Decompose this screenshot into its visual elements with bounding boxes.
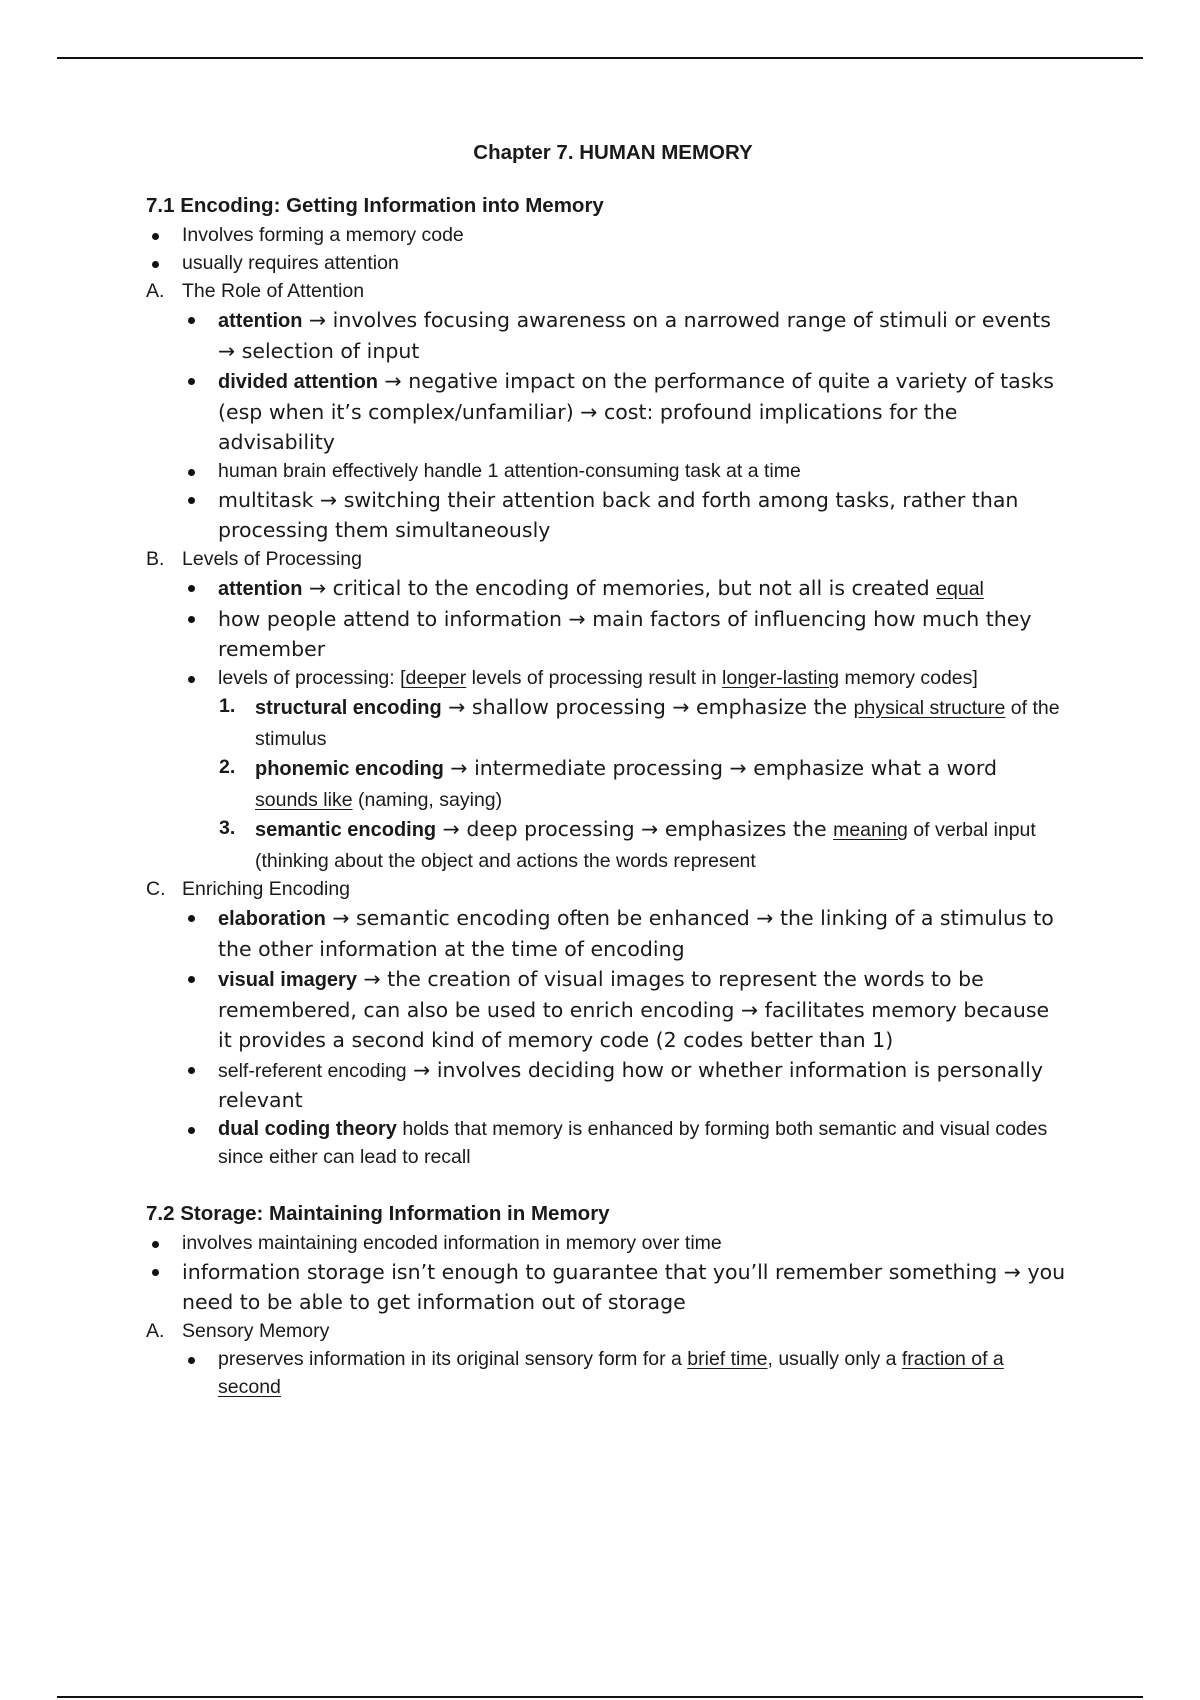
numbered-item <box>219 753 1066 814</box>
list-marker: C. <box>146 878 166 900</box>
numbered-list <box>146 692 1066 875</box>
subsection-c <box>146 875 1066 903</box>
item-text: → involves deciding how or whether information is personally relevant <box>218 1058 1043 1112</box>
item-text: self-referent encoding <box>218 1060 407 1082</box>
list-item: involves maintaining encoded information in memory over time <box>182 1229 1066 1257</box>
underlined-text: longer-lasting <box>722 667 840 689</box>
underlined-text: sounds like <box>255 789 353 811</box>
item-text: (naming, saying) <box>352 789 503 811</box>
bullet-list <box>146 1345 1066 1401</box>
alpha-list <box>146 277 1066 305</box>
item-text: of verbal input (thinking about the object and actions the words represent <box>255 819 1036 872</box>
list-item <box>218 366 1066 457</box>
item-text: → intermediate processing → emphasize what a word <box>443 756 997 780</box>
subsection-label: Sensory Memory <box>182 1320 330 1342</box>
subsection-b <box>146 545 1066 573</box>
item-text: of the stimulus <box>255 697 1060 750</box>
term: structural encoding <box>255 697 442 719</box>
item-text: holds that memory is enhanced by forming both semantic and visual codes since either can lead to recall <box>218 1118 1048 1168</box>
term: visual imagery <box>218 969 357 991</box>
item-text: memory codes] <box>839 667 978 689</box>
item-text: → semantic encoding often be enhanced → the linking of a stimulus to the other information at the time of encoding <box>218 906 1054 961</box>
list-marker: 2. <box>219 756 236 778</box>
item-text: → negative impact on the performance of quite a variety of tasks (esp when it’s complex/unfamiliar) → cost: profound implications for the advisability <box>218 369 1054 454</box>
underlined-text: equal <box>936 578 984 600</box>
list-marker: 3. <box>219 817 236 839</box>
term: attention <box>218 578 303 600</box>
subsection-label: The Role of Attention <box>182 280 365 302</box>
list-marker: 1. <box>219 695 236 717</box>
list-marker: A. <box>146 280 165 302</box>
bottom-rule <box>57 1696 1143 1698</box>
term: divided attention <box>218 371 378 393</box>
bullet-list <box>146 1229 1066 1317</box>
term: elaboration <box>218 908 326 930</box>
term: semantic encoding <box>255 819 437 841</box>
item-text: → critical to the encoding of memories, but not all is created <box>302 576 937 600</box>
list-item: human brain effectively handle 1 attention-consuming task at a time <box>218 457 1066 485</box>
item-text: → deep processing → emphasizes the <box>436 817 834 841</box>
numbered-item <box>219 692 1066 753</box>
list-item <box>218 305 1066 366</box>
term: attention <box>218 310 303 332</box>
list-marker: A. <box>146 1320 165 1342</box>
item-text: levels of processing result in <box>466 667 723 689</box>
section-heading: 7.1 Encoding: Getting Information into Memory <box>146 194 604 217</box>
bullet-list <box>146 903 1066 1171</box>
subsection-a <box>146 1317 1066 1345</box>
page-title: Chapter 7. HUMAN MEMORY <box>473 141 753 164</box>
underlined-text: physical structure <box>853 697 1006 719</box>
item-text: levels of processing: [ <box>218 667 406 689</box>
underlined-text: deeper <box>405 667 467 689</box>
item-text: preserves information in its original sensory form for a <box>218 1348 688 1370</box>
numbered-item <box>219 814 1066 875</box>
underlined-text: brief time <box>687 1348 768 1370</box>
list-item <box>218 664 1066 692</box>
bullet-list <box>146 221 1066 277</box>
underlined-text: fraction of a second <box>218 1348 1004 1398</box>
section-heading: 7.2 Storage: Maintaining Information in Memory <box>146 1202 610 1225</box>
item-text: → involves focusing awareness on a narrowed range of stimuli or events → selection of input <box>218 308 1051 363</box>
list-item: Involves forming a memory code <box>182 221 1066 249</box>
list-item: information storage isn’t enough to guarantee that you’ll remember something → you need to be able to get information out of storage <box>182 1257 1066 1317</box>
list-marker: B. <box>146 548 165 570</box>
alpha-list <box>146 545 1066 573</box>
subsection-a <box>146 277 1066 305</box>
list-item <box>218 573 1066 604</box>
list-item <box>218 1345 1066 1401</box>
list-item: usually requires attention <box>182 249 1066 277</box>
list-item <box>218 964 1066 1055</box>
list-item: multitask → switching their attention back and forth among tasks, rather than processing them simultaneously <box>218 485 1066 545</box>
subsection-label: Levels of Processing <box>182 548 362 570</box>
top-rule <box>57 57 1143 59</box>
bullet-list <box>146 573 1066 692</box>
alpha-list <box>146 1317 1066 1345</box>
list-item <box>218 1115 1066 1171</box>
list-item <box>218 903 1066 964</box>
term: phonemic encoding <box>255 758 444 780</box>
item-text: , usually only a <box>767 1348 902 1370</box>
underlined-text: meaning <box>833 819 908 841</box>
term: dual coding theory <box>218 1118 397 1140</box>
bullet-list <box>146 305 1066 545</box>
item-text: → the creation of visual images to represent the words to be remembered, can also be used to enrich encoding → facilitates memory because it provides a second kind of memory code (2 codes better than 1) <box>218 967 1050 1052</box>
subsection-label: Enriching Encoding <box>182 878 351 900</box>
list-item <box>218 1055 1066 1115</box>
alpha-list <box>146 875 1066 903</box>
list-item: how people attend to information → main factors of influencing how much they remember <box>218 604 1066 664</box>
document-body <box>146 141 1066 1401</box>
item-text: → shallow processing → emphasize the <box>441 695 854 719</box>
